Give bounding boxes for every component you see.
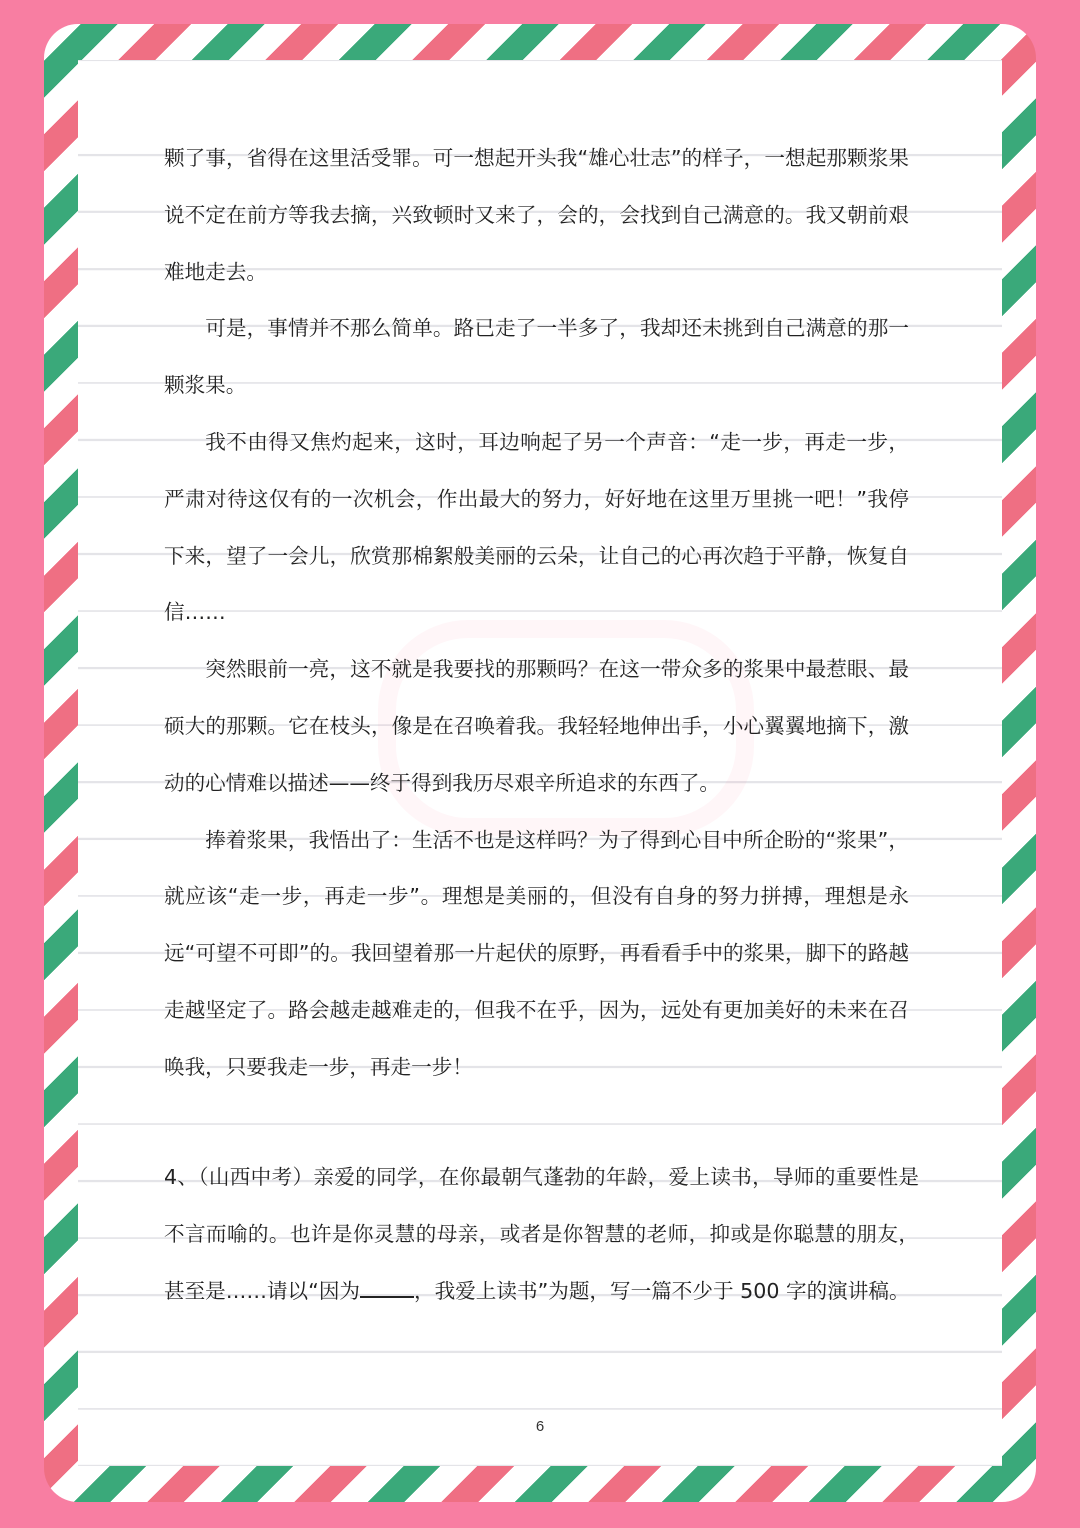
fill-in-blank — [360, 1276, 414, 1298]
essay-paragraph: 我不由得又焦灼起来，这时，耳边响起了另一个声音：“走一步，再走一步，严肃对待这仅有的一次机会，作出最大的努力，好好地在这里万里挑一吧！”我停下来，望了一会儿，欣赏那棉絮般美丽的云朵，让自己的心再次趋于平静，恢复自信…… — [164, 429, 909, 625]
essay-paragraph: 可是，事情并不那么简单。路已走了一半多了，我却还未挑到自己满意的那一颗浆果。 — [164, 316, 909, 398]
prompt-text-before-blank: 4、（山西中考）亲爱的同学，在你最朝气蓬勃的年龄，爱上读书，导师的重要性是不言而喻的。也许是你灵慧的母亲，或者是你智慧的老师，抑或是你聪慧的朋友，甚至是……请以“因为 — [164, 1165, 919, 1303]
writing-prompt-text — [164, 1149, 919, 1320]
essay-body — [164, 130, 909, 1096]
prompt-text-after-blank: ，我爱上读书”为题，写一篇不少于 500 字的演讲稿。 — [414, 1279, 910, 1303]
essay-paragraph: 捧着浆果，我悟出了：生活不也是这样吗？为了得到心目中所企盼的“浆果”，就应该“走一步，再走一步”。理想是美丽的，但没有自身的努力拼搏，理想是永远“可望不可即”的。我回望着那一片起伏的原野，再看看手中的浆果，脚下的路越走越坚定了。路会越走越难走的，但我不在乎，因为，远处有更加美好的未来在召唤我，只要我走一步，再走一步！ — [164, 827, 909, 1079]
page-number: 6 — [535, 1418, 545, 1435]
writing-prompt — [164, 1149, 919, 1320]
essay-paragraph: 突然眼前一亮，这不就是我要找的那颗吗？在这一带众多的浆果中最惹眼、最硕大的那颗。它在枝头，像是在召唤着我。我轻轻地伸出手，小心翼翼地摘下，激动的心情难以描述——终于得到我历尽艰辛所追求的东西了。 — [164, 657, 909, 795]
essay-paragraph: 颗了事，省得在这里活受罪。可一想起开头我“雄心壮志”的样子，一想起那颗浆果说不定在前方等我去摘，兴致顿时又来了，会的，会找到自己满意的。我又朝前艰难地走去。 — [164, 146, 909, 284]
